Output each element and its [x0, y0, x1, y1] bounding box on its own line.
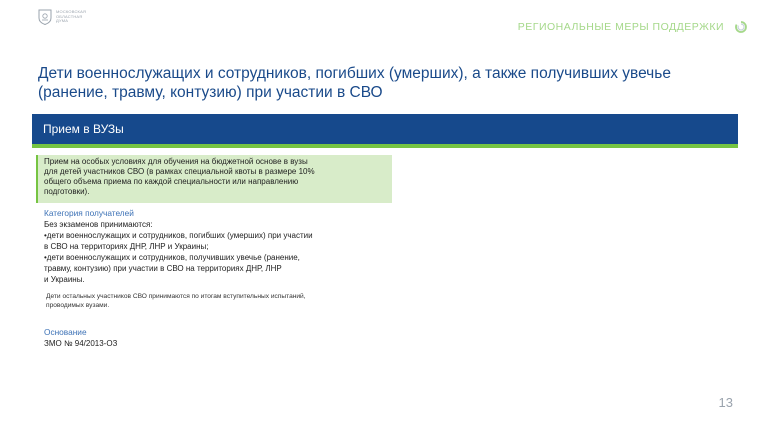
category-line: травму, контузию) при участии в СВО на территориях ДНР, ЛНР [44, 264, 282, 273]
note-line: проводимых вузами. [46, 302, 110, 309]
legal-basis [44, 327, 117, 349]
basis-label: Основание [44, 327, 87, 337]
basis-value: ЗМО № 94/2013-ОЗ [44, 339, 118, 348]
category-line: Без экзаменов принимаются: [44, 220, 153, 229]
page-title: Дети военнослужащих и сотрудников, погибших (умерших), а также получивших увечье (ранение, травму, контузию) при участии в СВО [38, 65, 671, 101]
banner-underline [32, 144, 738, 148]
note-line: Дети остальных участников СВО принимаются по итогам вступительных испытаний, [46, 293, 306, 300]
highlight-line: Прием на особых условиях для обучения на бюджетной основе в вузы [44, 157, 308, 166]
coat-of-arms-icon [38, 9, 52, 25]
category-line: в СВО на территориях ДНР, ЛНР и Украины; [44, 242, 209, 251]
header-right [518, 20, 748, 34]
banner-label: Прием в ВУЗы [43, 122, 124, 136]
page-number: 13 [718, 395, 733, 410]
logo [38, 9, 96, 25]
category-label: Категория получателей [44, 208, 134, 218]
category-line: •дети военнослужащих и сотрудников, погибших (умерших) при участии [44, 231, 313, 240]
highlight-line: подготовки). [44, 187, 90, 196]
category-line: и Украины. [44, 275, 85, 284]
recipients-category [44, 208, 384, 285]
highlight-box [36, 155, 392, 203]
category-line: •дети военнослужащих и сотрудников, получивших увечье (ранение, [44, 253, 300, 262]
highlight-line: для детей участников СВО (в рамках специальной квоты в размере 10% [44, 167, 315, 176]
logo-text: МОСКОВСКАЯ ОБЛАСТНАЯ ДУМА [56, 9, 87, 24]
section-title: РЕГИОНАЛЬНЫЕ МЕРЫ ПОДДЕРЖКИ [517, 21, 724, 33]
note [46, 292, 386, 310]
refresh-cycle-icon [734, 20, 748, 34]
highlight-line: общего объема приема по каждой специальности или направлению [44, 177, 299, 186]
section-banner [32, 114, 738, 144]
